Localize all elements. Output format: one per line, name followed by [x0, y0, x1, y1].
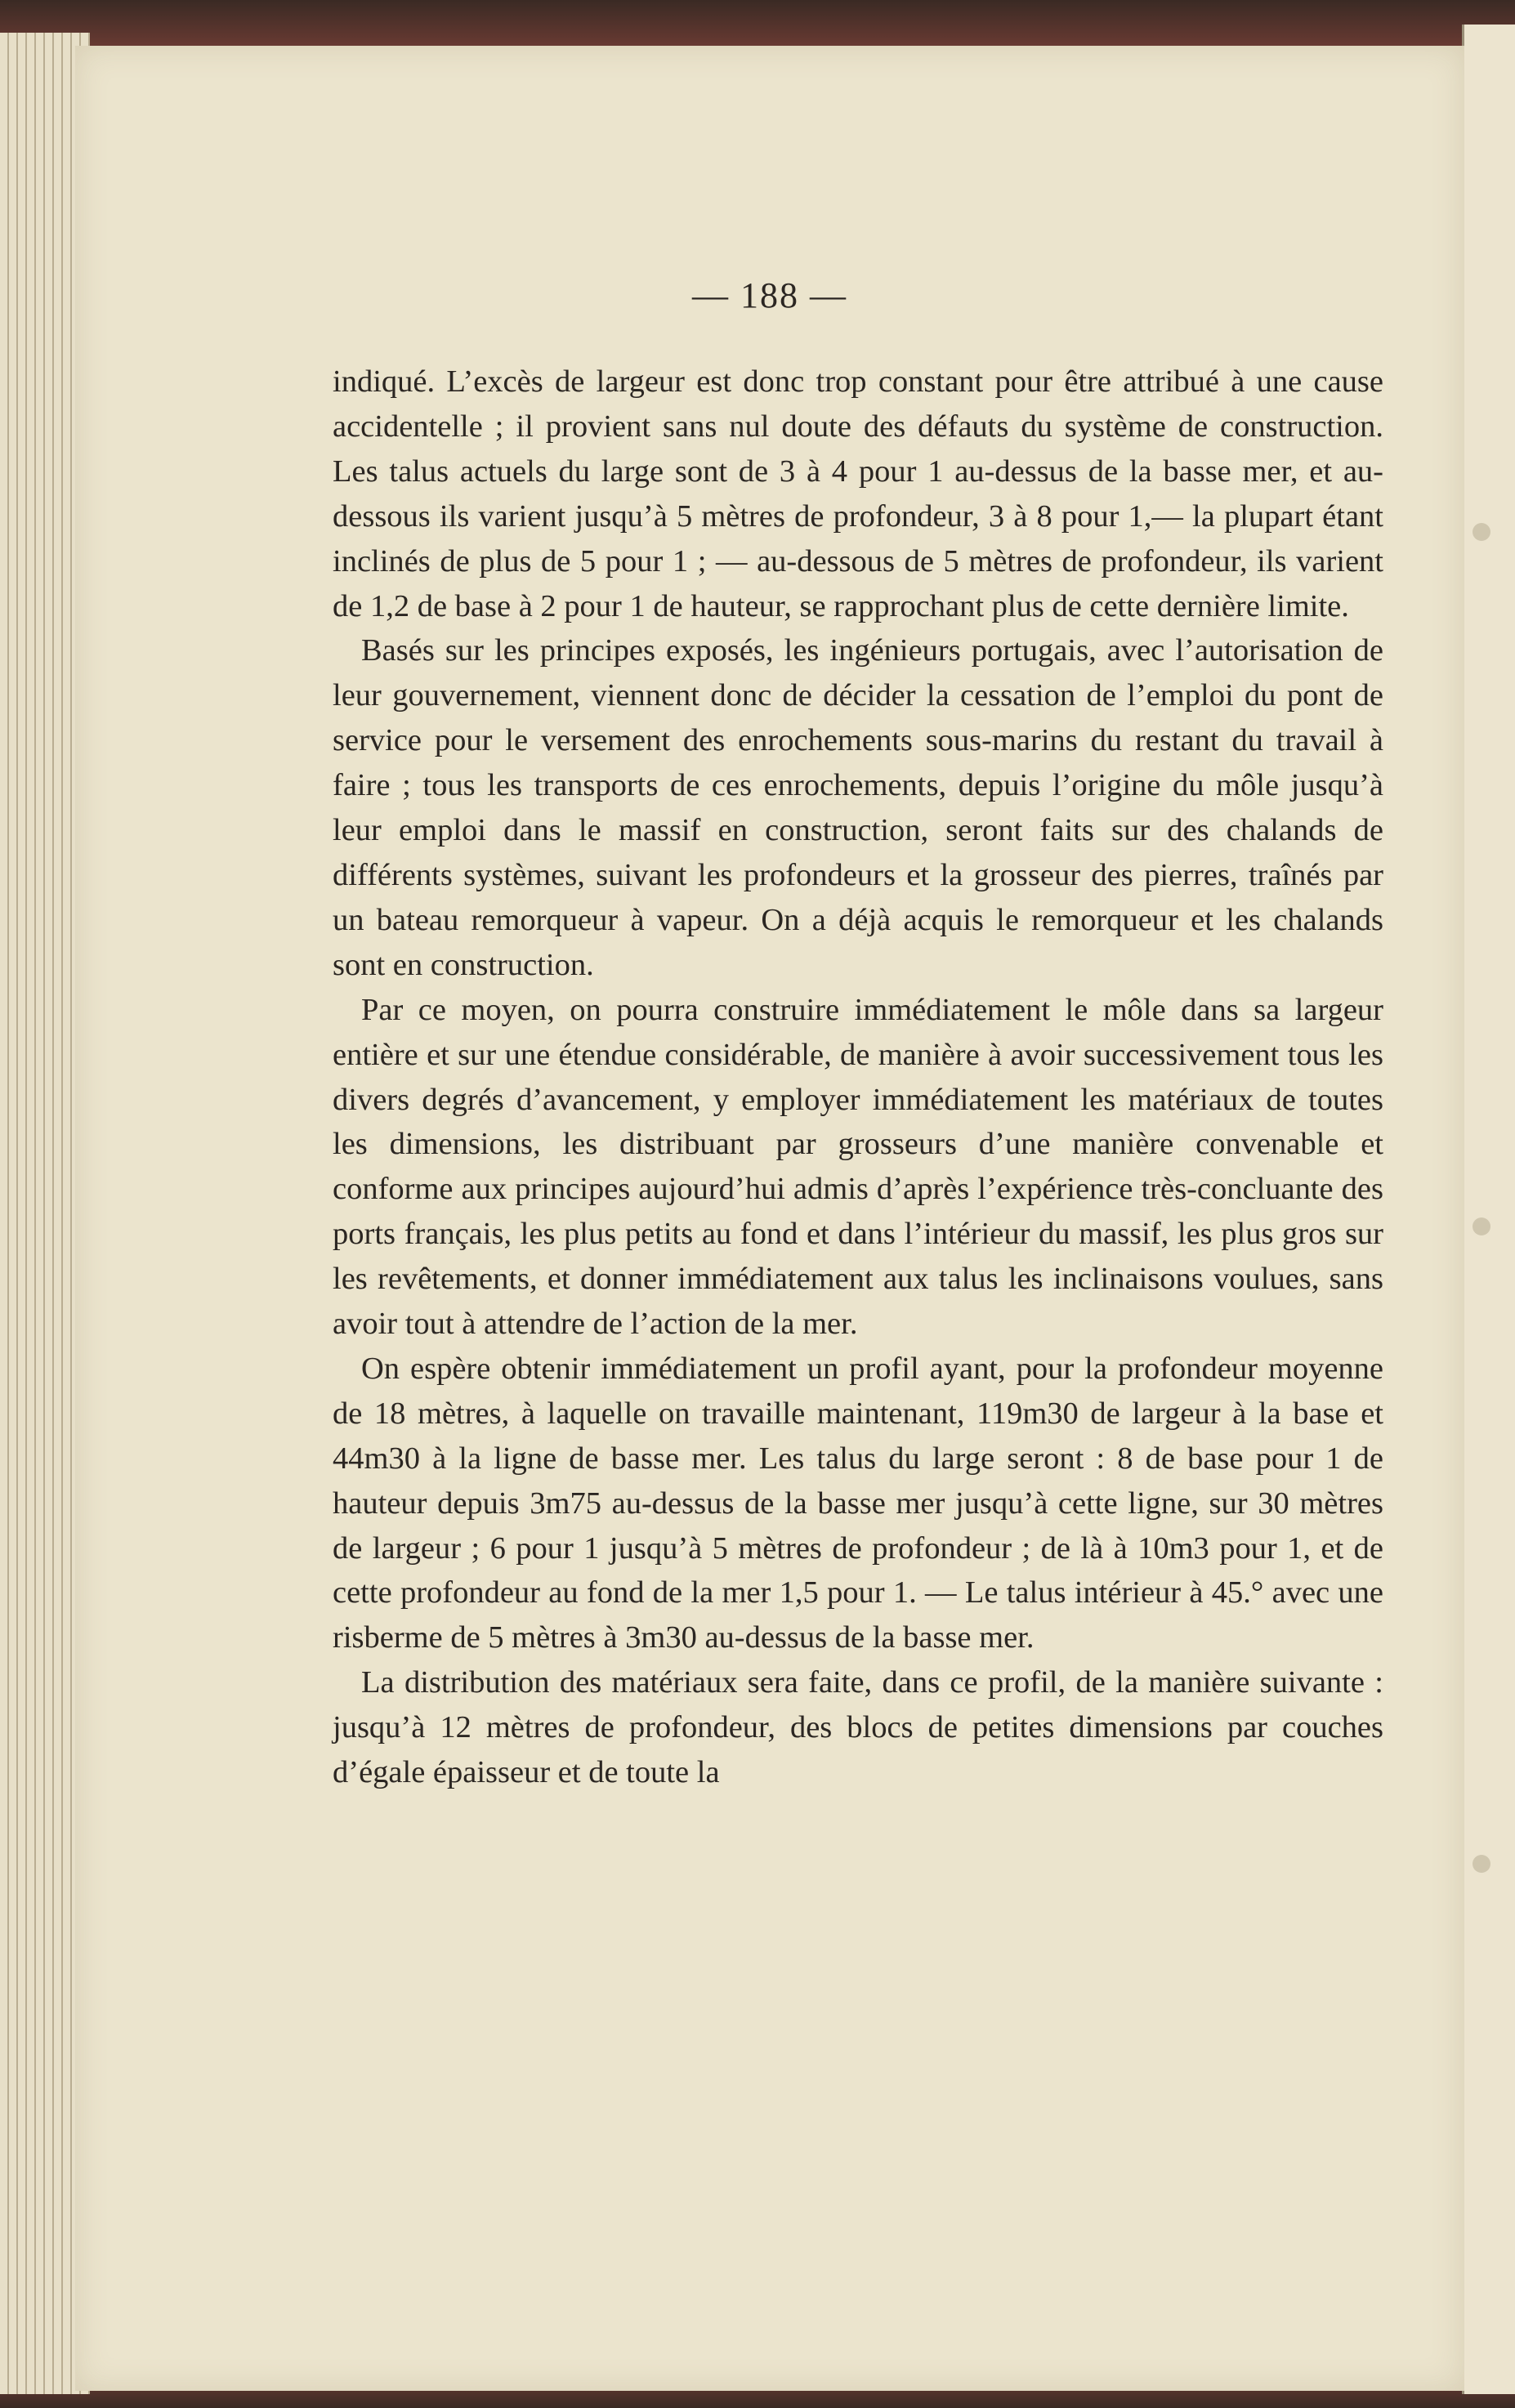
paragraph: indiqué. L’excès de largeur est donc trop constant pour être attribué à une cause accidentelle ; il provient sans nul doute des défauts du système de construction. Les talus actuels du large sont de 3 à 4 pour 1 au-dessus de la basse mer, et au-dessous ils varient jusqu’à 5 mètres de profondeur, 3 à 8 pour 1,— la plupart étant inclinés de plus de 5 pour 1 ; — au-dessous de 5 mètres de profondeur, ils varient de 1,2 de base à 2 pour 1 de hauteur, se rapprochant plus de cette dernière limite.: [333, 364, 1383, 623]
edge-mark: [1473, 1217, 1490, 1235]
paragraph: La distribution des matériaux sera faite, dans ce profil, de la manière suivante : jusqu’à 12 mètres de profondeur, des blocs de petites dimensions par couches d’égale épaisseur et de toute la: [333, 1665, 1383, 1790]
paragraph: On espère obtenir immédiatement un profil ayant, pour la profondeur moyenne de 18 mètres, à laquelle on travaille maintenant, 119m30 de largeur à la base et 44m30 à la ligne de basse mer. Les talus du large seront : 8 de base pour 1 de hauteur depuis 3m75 au-dessus de la basse mer jusqu’à cette ligne, sur 30 mètres de largeur ; 6 pour 1 jusqu’à 5 mètres de profondeur ; de là à 10m3 pour 1, et de cette profondeur au fond de la mer 1,5 pour 1. — Le talus intérieur à 45.° avec une risberme de 5 mètres à 3m30 au-dessus de la basse mer.: [333, 1351, 1383, 1655]
book-page: [75, 46, 1464, 2391]
paragraph: Basés sur les principes exposés, les ingénieurs portugais, avec l’autorisation de leur gouvernement, viennent donc de décider la cessation de l’emploi du pont de service pour le versement des enrochements sous-marins du restant du travail à faire ; tous les transports de ces enrochements, depuis l’origine du môle jusqu’à leur emploi dans le massif en construction, seront faits sur des chalands de différents systèmes, suivant les profondeurs et la grosseur des pierres, traînés par un bateau remorqueur à vapeur. On a déjà acquis le remorqueur et les chalands sont en construction.: [333, 633, 1383, 982]
page-number: — 188 —: [692, 275, 847, 315]
body-text: [333, 360, 1383, 1795]
edge-mark: [1473, 1855, 1490, 1873]
paragraph: Par ce moyen, on pourra construire immédiatement le môle dans sa largeur entière et sur une étendue considérable, de manière à avoir successivement tous les divers degrés d’avancement, y employer immédiatement les matériaux de toutes les dimensions, les distribuant par grosseurs d’une manière convenable et conforme aux principes aujourd’hui admis d’après l’expérience très-concluante des ports français, les plus petits au fond et dans l’intérieur du massif, les plus gros sur les revêtements, et donner immédiatement aux talus les inclinaisons voulues, sans avoir tout à attendre de l’action de la mer.: [333, 992, 1383, 1342]
edge-mark: [1473, 523, 1490, 541]
next-page-edge: [1462, 25, 1515, 2394]
book-cover-top: [0, 0, 1515, 49]
